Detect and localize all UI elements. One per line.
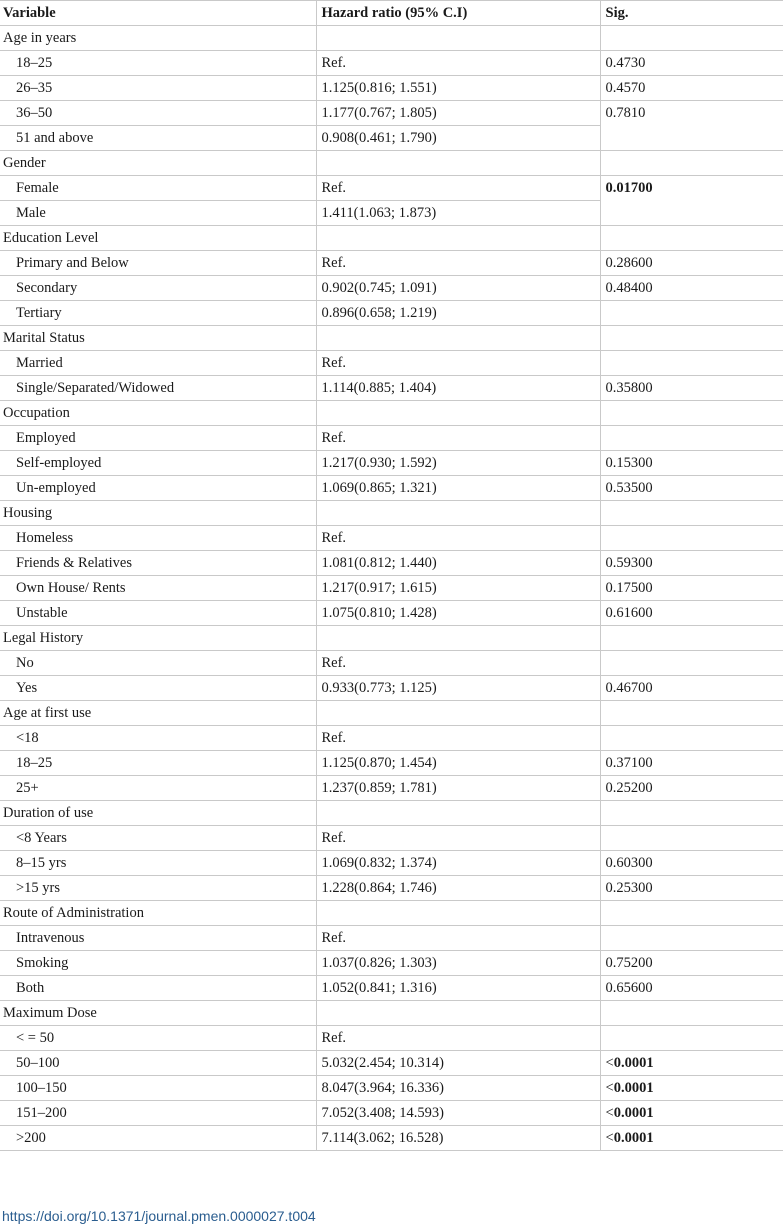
- sig-cell: [600, 226, 783, 251]
- table-row: [0, 351, 783, 376]
- table-row: [0, 526, 783, 551]
- category-row: [0, 701, 783, 726]
- hazard-ratio-cell: 7.114(3.062; 16.528): [316, 1126, 600, 1151]
- category-label: Age at first use: [0, 701, 316, 726]
- hazard-ratio-cell: [316, 1001, 600, 1026]
- sig-cell: [600, 926, 783, 951]
- sig-cell: [600, 526, 783, 551]
- variable-level-label: Tertiary: [0, 301, 316, 326]
- sig-cell: 0.15300: [600, 451, 783, 476]
- hazard-ratio-cell: 1.217(0.917; 1.615): [316, 576, 600, 601]
- sig-cell: 0.59300: [600, 551, 783, 576]
- sig-cell: [600, 626, 783, 651]
- category-row: [0, 901, 783, 926]
- sig-cell: 0.65600: [600, 976, 783, 1001]
- hazard-ratio-cell: 1.037(0.826; 1.303): [316, 951, 600, 976]
- sig-cell: [600, 126, 783, 151]
- table-row: [0, 776, 783, 801]
- table-row: [0, 201, 783, 226]
- variable-level-label: Unstable: [0, 601, 316, 626]
- sig-cell: [600, 1026, 783, 1051]
- category-row: [0, 801, 783, 826]
- variable-level-label: 151–200: [0, 1101, 316, 1126]
- variable-level-label: >15 yrs: [0, 876, 316, 901]
- sig-cell: 0.4730: [600, 51, 783, 76]
- category-row: [0, 626, 783, 651]
- hazard-ratio-cell: 1.125(0.816; 1.551): [316, 76, 600, 101]
- p-value: 0.0001: [613, 1054, 654, 1071]
- hazard-ratio-cell: 8.047(3.964; 16.336): [316, 1076, 600, 1101]
- table-row: [0, 376, 783, 401]
- table-row: [0, 951, 783, 976]
- hazard-ratio-cell: Ref.: [316, 926, 600, 951]
- table-row: [0, 1051, 783, 1076]
- variable-level-label: Friends & Relatives: [0, 551, 316, 576]
- table-row: [0, 1026, 783, 1051]
- sig-cell: 0.46700: [600, 676, 783, 701]
- sig-cell: [600, 701, 783, 726]
- sig-cell: [600, 1126, 783, 1151]
- sig-cell: 0.17500: [600, 576, 783, 601]
- variable-level-label: Self-employed: [0, 451, 316, 476]
- variable-level-label: 18–25: [0, 51, 316, 76]
- p-value: 0.0001: [613, 1104, 654, 1121]
- sig-cell: 0.7810: [600, 101, 783, 126]
- table-row: [0, 476, 783, 501]
- table-row: [0, 601, 783, 626]
- table-header-row: [0, 1, 783, 26]
- table-row: [0, 651, 783, 676]
- variable-level-label: 36–50: [0, 101, 316, 126]
- hazard-ratio-cell: Ref.: [316, 1026, 600, 1051]
- sig-cell: [600, 826, 783, 851]
- hazard-ratio-cell: 1.069(0.865; 1.321): [316, 476, 600, 501]
- table-row: [0, 51, 783, 76]
- hazard-ratio-cell: 1.069(0.832; 1.374): [316, 851, 600, 876]
- table-row: [0, 576, 783, 601]
- hazard-ratio-cell: Ref.: [316, 826, 600, 851]
- table-row: [0, 1126, 783, 1151]
- sig-cell: [600, 651, 783, 676]
- variable-level-label: Un-employed: [0, 476, 316, 501]
- sig-cell: 0.75200: [600, 951, 783, 976]
- table-row: [0, 551, 783, 576]
- category-label: Legal History: [0, 626, 316, 651]
- hazard-ratio-cell: 1.052(0.841; 1.316): [316, 976, 600, 1001]
- sig-cell: [600, 351, 783, 376]
- hazard-ratio-cell: 1.075(0.810; 1.428): [316, 601, 600, 626]
- table-row: [0, 876, 783, 901]
- sig-cell: [600, 401, 783, 426]
- category-row: [0, 401, 783, 426]
- hazard-ratio-cell: Ref.: [316, 426, 600, 451]
- hazard-ratio-cell: 1.411(1.063; 1.873): [316, 201, 600, 226]
- table-row: [0, 176, 783, 201]
- hazard-ratio-cell: Ref.: [316, 251, 600, 276]
- hazard-ratio-cell: 1.125(0.870; 1.454): [316, 751, 600, 776]
- table-row: [0, 751, 783, 776]
- sig-cell: [600, 201, 783, 226]
- table-row: [0, 101, 783, 126]
- category-row: [0, 1001, 783, 1026]
- variable-level-label: Homeless: [0, 526, 316, 551]
- header-sig: Sig.: [600, 1, 783, 26]
- category-label: Route of Administration: [0, 901, 316, 926]
- hazard-ratio-cell: 0.908(0.461; 1.790): [316, 126, 600, 151]
- table-row: [0, 126, 783, 151]
- category-label: Maximum Dose: [0, 1001, 316, 1026]
- hazard-ratio-cell: [316, 626, 600, 651]
- variable-level-label: 25+: [0, 776, 316, 801]
- header-variable: Variable: [0, 1, 316, 26]
- variable-level-label: Yes: [0, 676, 316, 701]
- hazard-ratio-cell: Ref.: [316, 651, 600, 676]
- table-row: [0, 826, 783, 851]
- variable-level-label: Male: [0, 201, 316, 226]
- hazard-ratio-cell: [316, 151, 600, 176]
- variable-level-label: No: [0, 651, 316, 676]
- table-row: [0, 301, 783, 326]
- variable-level-label: 26–35: [0, 76, 316, 101]
- category-label: Education Level: [0, 226, 316, 251]
- variable-level-label: Married: [0, 351, 316, 376]
- variable-level-label: Both: [0, 976, 316, 1001]
- hazard-ratio-cell: [316, 501, 600, 526]
- category-row: [0, 151, 783, 176]
- variable-level-label: 50–100: [0, 1051, 316, 1076]
- hazard-ratio-cell: 1.081(0.812; 1.440): [316, 551, 600, 576]
- variable-level-label: 100–150: [0, 1076, 316, 1101]
- category-row: [0, 501, 783, 526]
- sig-cell: 0.48400: [600, 276, 783, 301]
- hazard-ratio-cell: [316, 701, 600, 726]
- table-row: [0, 976, 783, 1001]
- sig-cell: [600, 151, 783, 176]
- hazard-ratio-cell: Ref.: [316, 351, 600, 376]
- variable-level-label: Employed: [0, 426, 316, 451]
- table-row: [0, 676, 783, 701]
- sig-cell: 0.61600: [600, 601, 783, 626]
- variable-level-label: Single/Separated/Widowed: [0, 376, 316, 401]
- sig-cell: [600, 1076, 783, 1101]
- variable-level-label: 51 and above: [0, 126, 316, 151]
- variable-level-label: < = 50: [0, 1026, 316, 1051]
- category-label: Housing: [0, 501, 316, 526]
- hazard-ratio-cell: 7.052(3.408; 14.593): [316, 1101, 600, 1126]
- table-row: [0, 726, 783, 751]
- variable-level-label: Intravenous: [0, 926, 316, 951]
- category-label: Marital Status: [0, 326, 316, 351]
- sig-cell: [600, 801, 783, 826]
- hazard-ratio-cell: Ref.: [316, 526, 600, 551]
- sig-cell: [600, 1101, 783, 1126]
- category-row: [0, 226, 783, 251]
- sig-cell: 0.35800: [600, 376, 783, 401]
- header-hazard-ratio: Hazard ratio (95% C.I): [316, 1, 600, 26]
- less-than-sign: <: [605, 1054, 614, 1071]
- hazard-ratio-cell: 1.237(0.859; 1.781): [316, 776, 600, 801]
- hazard-ratio-cell: 0.933(0.773; 1.125): [316, 676, 600, 701]
- variable-level-label: 18–25: [0, 751, 316, 776]
- sig-cell: [600, 326, 783, 351]
- category-label: Occupation: [0, 401, 316, 426]
- hazard-ratio-cell: [316, 801, 600, 826]
- hazard-ratio-cell: 1.114(0.885; 1.404): [316, 376, 600, 401]
- sig-cell: [600, 1051, 783, 1076]
- table-row: [0, 851, 783, 876]
- table-row: [0, 926, 783, 951]
- hazard-ratio-cell: 1.217(0.930; 1.592): [316, 451, 600, 476]
- table-row: [0, 76, 783, 101]
- category-label: Duration of use: [0, 801, 316, 826]
- hazard-ratio-cell: [316, 401, 600, 426]
- table-row: [0, 426, 783, 451]
- less-than-sign: <: [605, 1104, 614, 1121]
- less-than-sign: <: [605, 1129, 614, 1146]
- hazard-ratio-cell: 1.228(0.864; 1.746): [316, 876, 600, 901]
- variable-level-label: 8–15 yrs: [0, 851, 316, 876]
- sig-cell: [600, 901, 783, 926]
- sig-cell: 0.25200: [600, 776, 783, 801]
- hazard-ratio-cell: [316, 26, 600, 51]
- variable-level-label: Primary and Below: [0, 251, 316, 276]
- sig-cell: [600, 426, 783, 451]
- table-row: [0, 251, 783, 276]
- hazard-ratio-cell: [316, 326, 600, 351]
- table-row: [0, 276, 783, 301]
- hazard-ratio-cell: 5.032(2.454; 10.314): [316, 1051, 600, 1076]
- sig-cell: [600, 726, 783, 751]
- sig-cell: 0.4570: [600, 76, 783, 101]
- variable-level-label: Smoking: [0, 951, 316, 976]
- hazard-ratio-cell: Ref.: [316, 726, 600, 751]
- p-value: 0.0001: [613, 1079, 654, 1096]
- doi-link[interactable]: https://doi.org/10.1371/journal.pmen.0000027.t004: [2, 1208, 316, 1224]
- hazard-ratio-cell: Ref.: [316, 51, 600, 76]
- sig-cell: [600, 26, 783, 51]
- p-value: 0.0001: [613, 1129, 654, 1146]
- sig-cell: 0.28600: [600, 251, 783, 276]
- sig-cell: 0.25300: [600, 876, 783, 901]
- category-row: [0, 326, 783, 351]
- hazard-ratio-cell: 0.896(0.658; 1.219): [316, 301, 600, 326]
- hazard-ratio-cell: [316, 226, 600, 251]
- variable-level-label: Own House/ Rents: [0, 576, 316, 601]
- hazard-ratio-cell: 0.902(0.745; 1.091): [316, 276, 600, 301]
- variable-level-label: Secondary: [0, 276, 316, 301]
- category-row: [0, 26, 783, 51]
- hazard-ratio-cell: [316, 901, 600, 926]
- sig-cell: 0.37100: [600, 751, 783, 776]
- category-label: Gender: [0, 151, 316, 176]
- category-label: Age in years: [0, 26, 316, 51]
- sig-cell: 0.60300: [600, 851, 783, 876]
- table-row: [0, 1101, 783, 1126]
- variable-level-label: >200: [0, 1126, 316, 1151]
- sig-cell: [600, 301, 783, 326]
- hazard-ratio-cell: 1.177(0.767; 1.805): [316, 101, 600, 126]
- variable-level-label: <8 Years: [0, 826, 316, 851]
- sig-cell: [600, 501, 783, 526]
- sig-cell: [600, 1001, 783, 1026]
- hazard-ratio-cell: Ref.: [316, 176, 600, 201]
- table-row: [0, 1076, 783, 1101]
- table-row: [0, 451, 783, 476]
- less-than-sign: <: [605, 1079, 614, 1096]
- variable-level-label: Female: [0, 176, 316, 201]
- sig-cell: 0.01700: [600, 176, 783, 201]
- sig-cell: 0.53500: [600, 476, 783, 501]
- variable-level-label: <18: [0, 726, 316, 751]
- table-body: [0, 26, 783, 1151]
